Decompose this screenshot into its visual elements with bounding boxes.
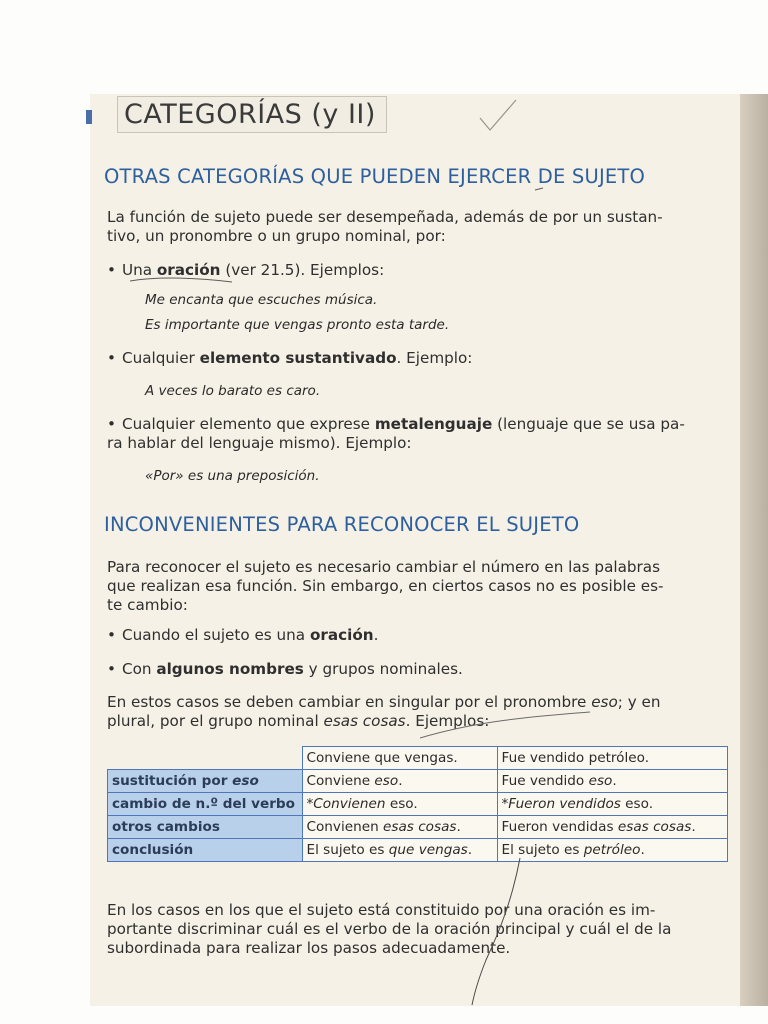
- paragraph-emphasis: esas cosas: [323, 712, 406, 730]
- label-emphasis: eso: [232, 773, 259, 789]
- bullet-oracion: [107, 261, 741, 280]
- table-cell: [497, 793, 727, 816]
- table-cell: [302, 816, 497, 839]
- table-corner: [108, 747, 303, 770]
- cell-text: *: [501, 796, 509, 812]
- substitution-table: [107, 746, 728, 862]
- cell-emphasis: esas cosas: [383, 819, 457, 835]
- cell-emphasis: petróleo: [583, 842, 641, 858]
- paragraph-text: En estos casos se deben cambiar en singular por el pronombre: [107, 693, 592, 711]
- cell-text: Fue vendido: [501, 773, 589, 789]
- table-cell: [497, 816, 727, 839]
- cell-emphasis: Convienen: [313, 796, 386, 812]
- cell-emphasis: esas cosas: [617, 819, 692, 835]
- page-title: CATEGORÍAS (y II): [117, 96, 387, 133]
- table-row-label: [108, 816, 303, 839]
- bullet-text: . Ejemplo:: [396, 349, 473, 367]
- bullet-metalenguaje: [107, 415, 741, 453]
- paragraph-text: . Ejemplos:: [405, 712, 490, 730]
- cell-text: Convienen: [306, 819, 384, 835]
- bullet-text: (ver 21.5). Ejemplos:: [220, 261, 385, 279]
- cell-text: .: [691, 819, 696, 835]
- cell-emphasis: Fueron vendidos: [508, 796, 621, 812]
- label-text: cambio de n.º del verbo: [112, 796, 295, 812]
- table-cell: [497, 839, 727, 862]
- bullet-keyword: oración: [156, 261, 221, 279]
- cell-text: .: [640, 842, 645, 858]
- example-sentence: A veces lo barato es caro.: [145, 383, 321, 399]
- cell-text: El sujeto es: [306, 842, 389, 858]
- section1-intro: La función de sujeto puede ser desempeñada, además de por un sustan- tivo, un pronombre o un grupo nominal, por:: [107, 208, 663, 245]
- bullet-text: Una: [121, 261, 157, 279]
- closing-paragraph: En los casos en los que el sujeto está constituido por una oración es im- portante discriminar cuál es el verbo de la oración principal y cuál el de la subordinada para realizar los pasos adecuadamente.: [107, 901, 672, 957]
- bullet-keyword: metalenguaje: [374, 415, 493, 433]
- cell-text: .: [467, 842, 473, 858]
- bullet-algunos-nombres: [107, 660, 741, 679]
- table-cell: [302, 839, 497, 862]
- bullet-text: Cuando el sujeto es una: [121, 626, 310, 644]
- paragraph-text: ; y en plural, por el grupo nominal: [107, 693, 661, 730]
- bullet-keyword: oración: [309, 626, 374, 644]
- bullet-text: Cualquier elemento que exprese: [121, 415, 375, 433]
- bullet-text: Con: [121, 660, 157, 678]
- example-sentence: «Por» es una preposición.: [145, 468, 320, 484]
- table-row: [108, 816, 728, 839]
- label-text: otros cambios: [112, 819, 220, 835]
- bullet-text: Cualquier: [121, 349, 200, 367]
- cell-emphasis: que vengas: [388, 842, 468, 858]
- section2-intro: Para reconocer el sujeto es necesario cambiar el número en las palabras que realizan esa función. Sin embargo, en ciertos casos no es posible es- te cambio:: [107, 558, 664, 614]
- table-row: [108, 839, 728, 862]
- label-text: sustitución por: [112, 773, 233, 789]
- cell-text: *: [306, 796, 314, 812]
- cell-text: eso.: [385, 796, 418, 812]
- table-cell: [302, 793, 497, 816]
- section-heading-inconvenientes: INCONVENIENTES PARA RECONOCER EL SUJETO: [104, 513, 580, 536]
- table-header-row: [108, 747, 728, 770]
- bullet-keyword: algunos nombres: [156, 660, 304, 678]
- table-row-label: [108, 839, 303, 862]
- table-cell: [302, 770, 497, 793]
- cell-text: .: [612, 773, 617, 789]
- bullet-cuando-oracion: [107, 626, 741, 645]
- section2-paragraph: [107, 693, 741, 731]
- cell-text: Conviene: [306, 773, 375, 789]
- table-cell: [497, 770, 727, 793]
- page-edge-shadow: [740, 94, 768, 1006]
- cell-emphasis: eso: [588, 773, 613, 789]
- table-row: [108, 770, 728, 793]
- cell-text: .: [456, 819, 461, 835]
- table-header-cell: Fue vendido petróleo.: [497, 747, 727, 770]
- cell-text: .: [398, 773, 403, 789]
- section-heading-categorias: OTRAS CATEGORÍAS QUE PUEDEN EJERCER DE SUJETO: [104, 165, 646, 188]
- pencil-checkmark-icon: [478, 96, 518, 136]
- table-header-cell: Conviene que vengas.: [302, 747, 497, 770]
- table-row: [108, 793, 728, 816]
- margin-tab-marker: [86, 110, 92, 124]
- label-text: conclusión: [112, 842, 194, 858]
- cell-text: El sujeto es: [501, 842, 584, 858]
- cell-text: Fueron vendidas: [501, 819, 618, 835]
- table-row-label: [108, 770, 303, 793]
- table-row-label: [108, 793, 303, 816]
- cell-text: eso.: [620, 796, 654, 812]
- bullet-text: (lenguaje que se usa pa- ra hablar del lenguaje mismo). Ejemplo:: [107, 415, 685, 452]
- bullet-text: y grupos nominales.: [303, 660, 463, 678]
- bullet-keyword: elemento sustantivado: [199, 349, 397, 367]
- bullet-text: .: [373, 626, 379, 644]
- example-sentence: Me encanta que escuches música.: [145, 292, 378, 308]
- bullet-elemento-sustantivado: [107, 349, 741, 368]
- example-sentence: Es importante que vengas pronto esta tarde.: [145, 317, 450, 333]
- cell-emphasis: eso: [374, 773, 399, 789]
- paragraph-emphasis: eso: [591, 693, 618, 711]
